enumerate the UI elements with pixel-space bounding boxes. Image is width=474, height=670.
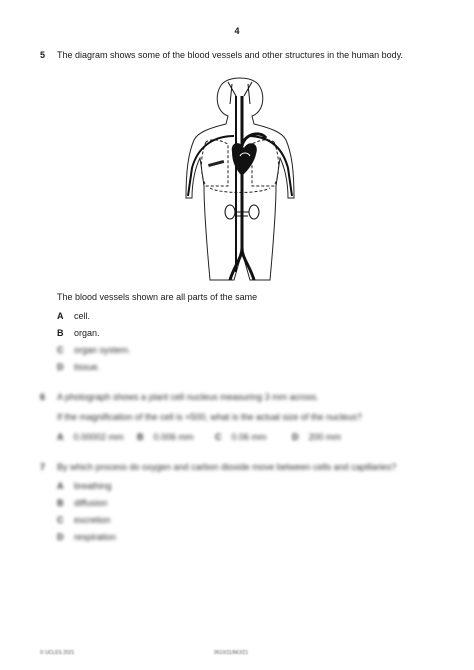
question-7-option-d-letter: D (57, 532, 64, 542)
kidney-right (249, 205, 259, 219)
question-6-option-a[interactable] (57, 432, 124, 442)
question-6-option-c-text: 0.06 mm (231, 432, 267, 442)
kidney-left (225, 205, 235, 219)
question-5-stem: The diagram shows some of the blood vessels and other structures in the human body. (57, 50, 404, 60)
question-5-option-b-letter: B (57, 328, 64, 338)
iliac-right (242, 248, 254, 280)
page-number: 4 (234, 26, 240, 36)
question-5-option-a-letter: A (57, 311, 64, 321)
question-7-option-a-text[interactable]: breathing (74, 481, 112, 491)
question-5-number: 5 (40, 50, 46, 60)
question-7-option-b-text[interactable]: diffusion (74, 498, 108, 508)
question-6-prompt: If the magnification of the cell is ×500, what is the actual size of the nucleus? (57, 412, 362, 422)
question-6-option-c[interactable] (215, 432, 267, 442)
question-5-option-b-text[interactable]: organ. (74, 328, 100, 338)
question-7-number: 7 (40, 462, 46, 472)
question-7-option-c-text[interactable]: excretion (74, 515, 111, 525)
footer-copyright: © UCLES 2021 (40, 650, 75, 656)
question-6-option-d[interactable] (292, 432, 341, 442)
question-6-option-a-letter: A (57, 432, 64, 442)
question-5-prompt: The blood vessels shown are all parts of the same (57, 292, 258, 302)
question-6-option-c-letter: C (215, 432, 222, 442)
question-6-option-d-letter: D (292, 432, 299, 442)
question-6-option-b-letter: B (137, 432, 144, 442)
abdomen-outline (210, 188, 270, 193)
question-6-option-b[interactable] (137, 432, 194, 442)
question-7-option-a-letter: A (57, 481, 64, 491)
question-6-option-a-text: 0.00002 mm (73, 432, 124, 442)
question-5-option-d-text[interactable]: tissue. (74, 362, 101, 372)
question-7-option-b-letter: B (57, 498, 64, 508)
footer-paper-code: 0610/11/M/J/21 (214, 650, 249, 656)
pointer-label-line (208, 160, 224, 167)
question-7-stem: By which process do oxygen and carbon dioxide move between cells and capillaries? (57, 462, 397, 472)
question-5-option-d-letter: D (57, 362, 64, 372)
question-6-stem: A photograph shows a plant cell nucleus measuring 3 mm across. (57, 392, 319, 402)
question-5-option-c-text[interactable]: organ system. (74, 345, 131, 355)
question-5-option-c-letter: C (57, 345, 64, 355)
question-6-option-b-text: 0.006 mm (153, 432, 194, 442)
question-6-number: 6 (40, 392, 46, 402)
head-vessels (228, 82, 252, 104)
question-5-option-a-text[interactable]: cell. (74, 311, 91, 321)
question-7-option-c-letter: C (57, 515, 64, 525)
question-6-option-d-text: 200 mm (308, 432, 342, 442)
body-outline (186, 78, 294, 280)
question-7-option-d-text[interactable]: respiration (74, 532, 117, 542)
circulatory-system-diagram (170, 76, 310, 284)
